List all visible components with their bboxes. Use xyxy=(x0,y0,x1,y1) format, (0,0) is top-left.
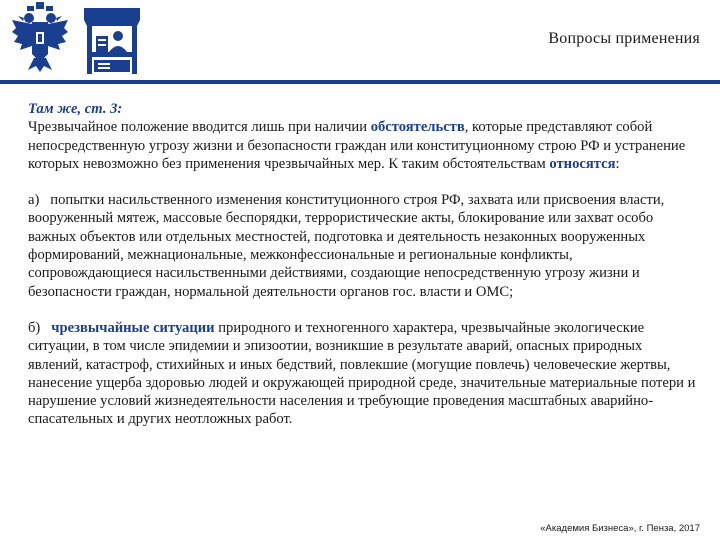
spacer xyxy=(28,301,700,319)
slide-header xyxy=(0,0,720,88)
highlight-circumstances: обстоятельств xyxy=(370,119,465,136)
list-text-b: природного и техногенного характера, чрезвычайные экологические ситуации, в том числе эпидемии и эпизоотии, возникшие в результате аварий, опасных природных явлений, катастроф, стихийных и иных бедствий, повлекшие (могущие повлечь) человеческие жертвы, нанесение ущерба здоровью людей и окружающей природной среде, значительные материальные потери и нарушение условий жизнедеятельности населения и требующие проведения масштабных аварийно-спасательных и других неотложных работ. xyxy=(28,319,696,428)
double-headed-eagle-emblem-icon xyxy=(12,2,68,72)
intro-text-3: : xyxy=(615,155,620,172)
list-text-a: попытки насильственного изменения конституционного строя РФ, захвата или присвоения власти, вооруженный мятеж, массовые беспорядки, террористические акты, блокирование или захват особо важных объектов или отдельных местностей, подготовка и деятельность незаконных вооруженных формирований, межнациональные, межконфессиональные и региональные конфликты, сопровождающиеся насильственными действиями, создающие непосредственную угрозу жизни и безопасности граждан, нормальной деятельности органов гос. власти и ОМС; xyxy=(28,192,665,300)
list-marker-a: а) xyxy=(28,192,40,209)
intro-text-1: Чрезвычайное положение вводится лишь при наличии xyxy=(28,119,371,136)
page-title: Вопросы применения xyxy=(548,30,700,47)
list-item-b xyxy=(28,319,700,429)
header-divider xyxy=(0,80,720,84)
list-marker-b: б) xyxy=(28,319,41,336)
highlight-emergencies: чрезвычайные ситуации xyxy=(51,319,215,336)
spacer xyxy=(28,173,700,191)
footer-credit: «Академия Бизнеса», г. Пенза, 2017 xyxy=(540,523,700,534)
intro-paragraph xyxy=(28,100,700,173)
slide-content xyxy=(28,100,700,429)
highlight-include: относятся xyxy=(549,155,616,172)
intro-text-2: , которые представляют собой непосредственную угрозу жизни и безопасности граждан или конституционному строю РФ и устранение которых невозможно без применения чрезвычайных мер. К таким обстоятельствам xyxy=(28,119,686,172)
source-reference: Там же, ст. 3: xyxy=(28,101,123,117)
logo-group xyxy=(10,2,150,78)
list-item-a xyxy=(28,191,700,301)
market-kiosk-vendor-icon xyxy=(84,8,140,74)
